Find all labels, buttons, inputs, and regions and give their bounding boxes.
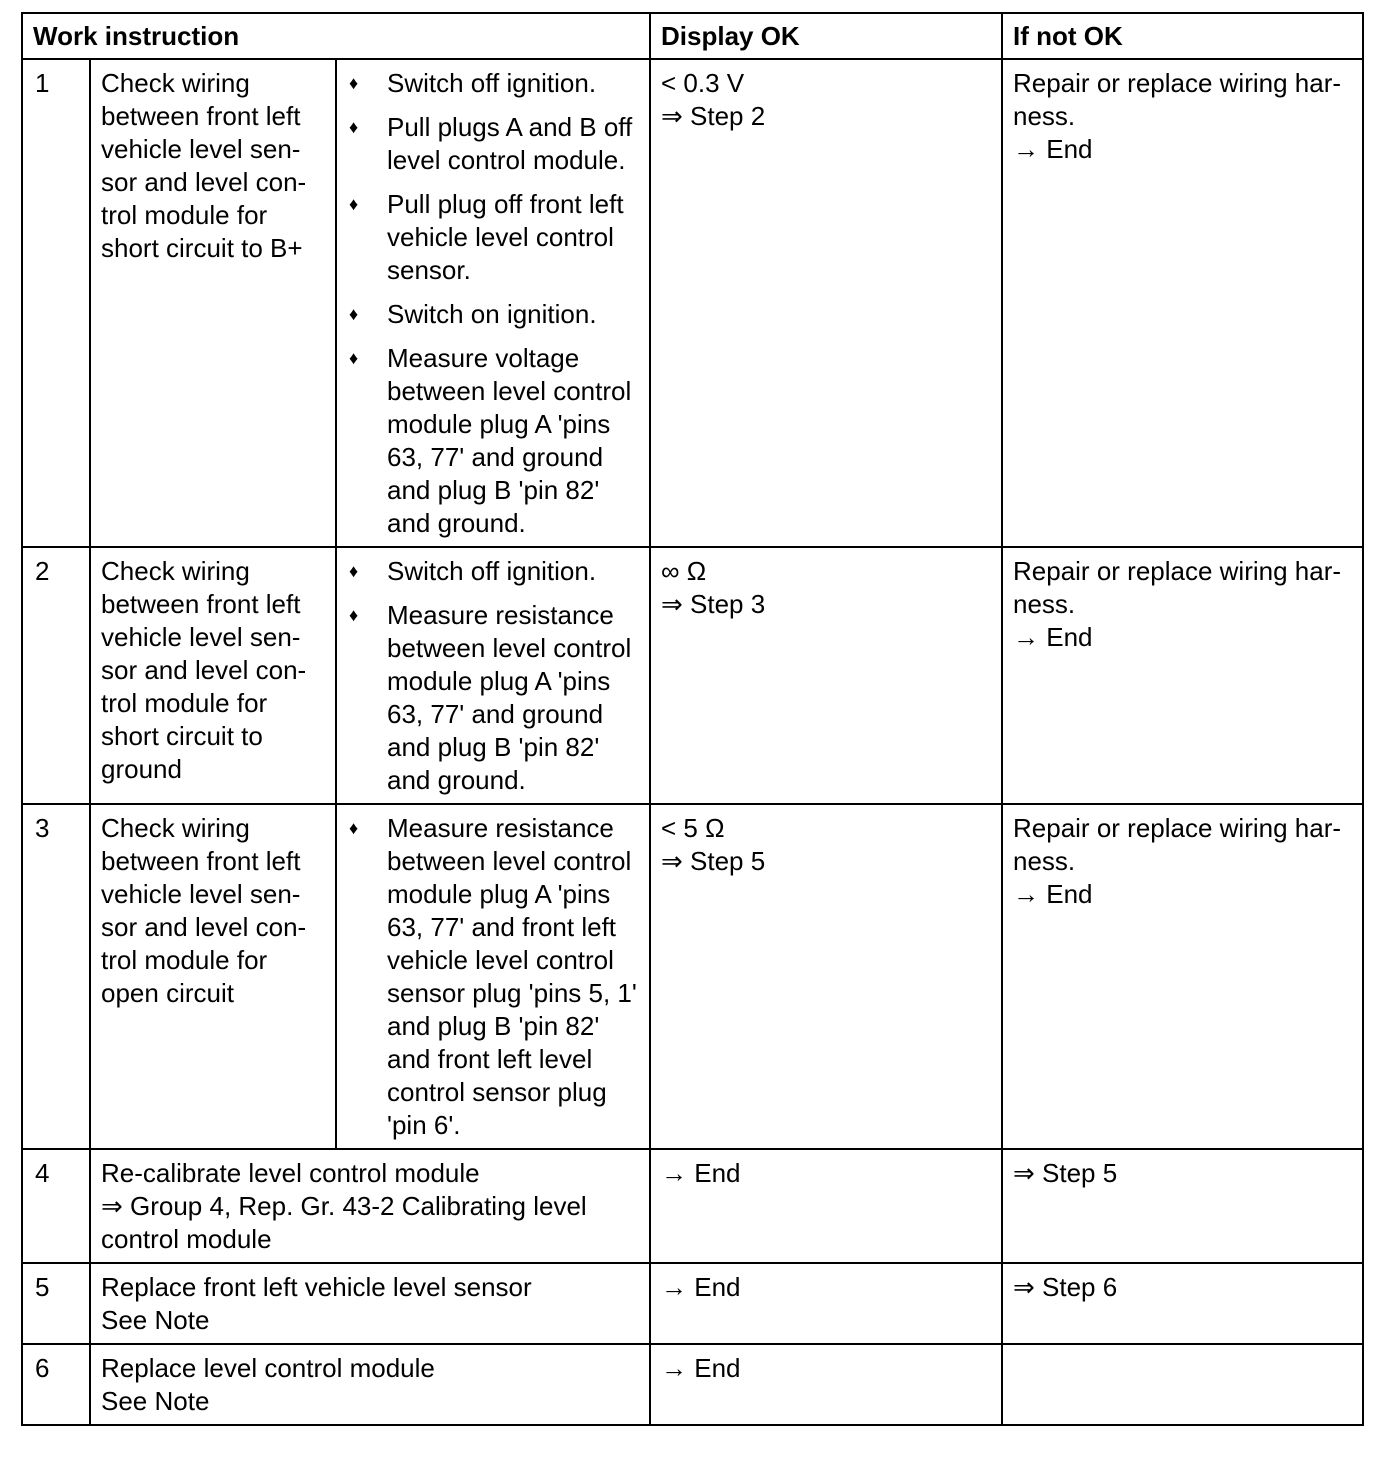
if-not-ok-cell: [1002, 1149, 1363, 1263]
action-steps: [336, 804, 650, 1149]
action-item: [347, 67, 639, 100]
header-if-not-ok: If not OK: [1002, 13, 1363, 59]
action-text: Measure resistance between level control module plug A 'pins 63, 77' and front left vehicle level control sensor plug 'pins 5, 1' and plug B 'pin 82' and front left level control sensor plug 'pin 6'.: [387, 813, 637, 1140]
step-number: 2: [22, 547, 90, 804]
display-ok-cell: [650, 547, 1002, 804]
display-ok-cell: [650, 1344, 1002, 1425]
if-not-ok-line: → End: [1013, 622, 1093, 652]
if-not-ok-line: Repair or replace wiring har-ness.: [1013, 556, 1342, 619]
action-item: [347, 342, 639, 540]
action-text: Pull plugs A and B off level control module.: [387, 112, 633, 175]
instruction-line: Replace level control module: [101, 1353, 435, 1383]
if-not-ok-cell: [1002, 59, 1363, 547]
instruction-line: ⇒ Group 4, Rep. Gr. 43-2 Calibrating level control module: [101, 1191, 587, 1254]
step-number: 1: [22, 59, 90, 547]
step-number: 5: [22, 1263, 90, 1344]
diamond-bullet-icon: ♦: [349, 561, 359, 581]
instruction-line: Re-calibrate level control module: [101, 1158, 480, 1188]
action-item: [347, 599, 639, 797]
display-ok-cell: [650, 1263, 1002, 1344]
if-not-ok-cell: [1002, 547, 1363, 804]
action-item: [347, 812, 639, 1142]
display-ok-line: → End: [661, 1272, 741, 1302]
display-ok-cell: [650, 804, 1002, 1149]
display-ok-line: < 0.3 V: [661, 68, 745, 98]
instruction-line: See Note: [101, 1305, 210, 1335]
step-number: 6: [22, 1344, 90, 1425]
action-item: [347, 555, 639, 588]
step-number: 4: [22, 1149, 90, 1263]
work-instruction-table: [21, 12, 1364, 1426]
if-not-ok-cell: [1002, 1344, 1363, 1425]
display-ok-line: ⇒ Step 2: [661, 101, 766, 131]
diamond-bullet-icon: ♦: [349, 818, 359, 838]
action-item: [347, 111, 639, 177]
display-ok-line: < 5 Ω: [661, 813, 725, 843]
check-description: Check wiring between front left vehicle level sen-sor and level con-trol module for short circuit to ground: [90, 547, 336, 804]
header-work-instruction: Work instruction: [22, 13, 650, 59]
table-row: [22, 547, 1363, 804]
if-not-ok-cell: [1002, 1263, 1363, 1344]
diamond-bullet-icon: ♦: [349, 605, 359, 625]
display-ok-cell: [650, 1149, 1002, 1263]
action-list: [347, 555, 639, 797]
display-ok-line: → End: [661, 1353, 741, 1383]
action-text: Switch off ignition.: [387, 556, 597, 586]
header-display-ok: Display OK: [650, 13, 1002, 59]
table-row: [22, 1263, 1363, 1344]
action-list: [347, 67, 639, 540]
display-ok-cell: [650, 59, 1002, 547]
action-text: Switch off ignition.: [387, 68, 597, 98]
instruction-line: Replace front left vehicle level sensor: [101, 1272, 532, 1302]
table-row: [22, 804, 1363, 1149]
diamond-bullet-icon: ♦: [349, 73, 359, 93]
if-not-ok-line: → End: [1013, 134, 1093, 164]
instruction-line: See Note: [101, 1386, 210, 1416]
table-row: [22, 59, 1363, 547]
display-ok-line: ⇒ Step 3: [661, 589, 766, 619]
diamond-bullet-icon: ♦: [349, 348, 359, 368]
instruction: [90, 1344, 650, 1425]
action-list: [347, 812, 639, 1142]
if-not-ok-line: Repair or replace wiring har-ness.: [1013, 68, 1342, 131]
action-text: Pull plug off front left vehicle level control sensor.: [387, 189, 624, 285]
action-text: Measure voltage between level control module plug A 'pins 63, 77' and ground and plug B 'pin 82' and ground.: [387, 343, 632, 538]
instruction: [90, 1263, 650, 1344]
display-ok-line: ⇒ Step 5: [661, 846, 766, 876]
header-row: [22, 13, 1363, 59]
step-number: 3: [22, 804, 90, 1149]
diamond-bullet-icon: ♦: [349, 117, 359, 137]
check-description: Check wiring between front left vehicle level sen-sor and level con-trol module for open circuit: [90, 804, 336, 1149]
display-ok-line: → End: [661, 1158, 741, 1188]
if-not-ok-line: ⇒ Step 5: [1013, 1158, 1118, 1188]
table-row: [22, 1344, 1363, 1425]
action-text: Switch on ignition.: [387, 299, 597, 329]
diamond-bullet-icon: ♦: [349, 304, 359, 324]
instruction: [90, 1149, 650, 1263]
display-ok-line: ∞ Ω: [661, 556, 707, 586]
check-description: Check wiring between front left vehicle level sen-sor and level con-trol module for short circuit to B+: [90, 59, 336, 547]
if-not-ok-line: Repair or replace wiring har-ness.: [1013, 813, 1342, 876]
table-row: [22, 1149, 1363, 1263]
action-item: [347, 298, 639, 331]
if-not-ok-line: ⇒ Step 6: [1013, 1272, 1118, 1302]
if-not-ok-line: → End: [1013, 879, 1093, 909]
diamond-bullet-icon: ♦: [349, 194, 359, 214]
action-text: Measure resistance between level control module plug A 'pins 63, 77' and ground and plug B 'pin 82' and ground.: [387, 600, 632, 795]
action-steps: [336, 59, 650, 547]
action-steps: [336, 547, 650, 804]
action-item: [347, 188, 639, 287]
if-not-ok-cell: [1002, 804, 1363, 1149]
